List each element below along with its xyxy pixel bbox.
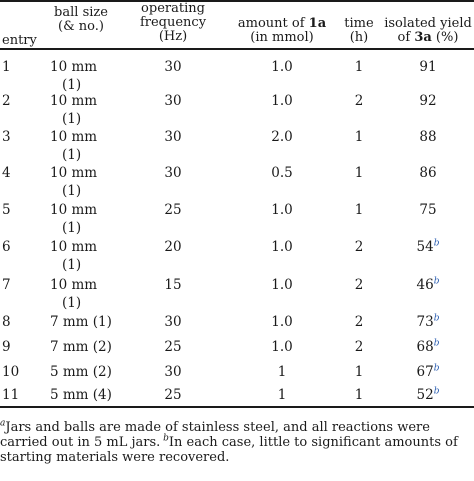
ball-size-line: (1) [62,111,82,127]
cell-time [336,166,382,181]
ball-size-line: 7 mm (2) [50,339,112,355]
cell-amount [228,365,336,380]
cell-yield [382,340,474,355]
value-yield: 52 [416,387,434,403]
value-time: 2 [354,93,364,109]
value-amount: 1.0 [271,93,293,109]
cell-time [336,365,382,380]
value-yield: 73 [416,314,434,330]
value-amount: 2.0 [271,129,293,145]
cell-amount [228,388,336,403]
value-freq: 25 [164,202,182,218]
header-amount-line: amount of 1a [237,16,327,31]
header-freq-line: operating [141,1,205,16]
value-amount: 1.0 [271,239,293,255]
value-freq: 25 [164,339,182,355]
value-yield: 54 [416,239,434,255]
value-entry: 9 [2,339,11,355]
ball-size-line: (1) [62,147,82,163]
value-freq: 20 [164,239,182,255]
value-time: 1 [354,59,364,75]
value-time: 1 [354,129,364,145]
cell-freq [118,94,228,109]
cell-yield [382,166,474,181]
cell-ball [50,60,112,93]
header-entry-line: entry [2,33,37,48]
value-freq: 30 [164,93,182,109]
footnote-a-text: Jars and balls are made of stainless steel, and all reactions were carried out in 5 mL jars. [0,420,430,450]
cell-ball [50,315,112,330]
header-yield-line: isolated yield [384,16,472,31]
value-entry: 7 [2,277,11,293]
cell-time [336,203,382,218]
cell-freq [118,315,228,330]
cell-yield [382,203,474,218]
value-amount: 1.0 [271,339,293,355]
header-amount-line: (in mmol) [250,30,314,45]
cell-entry [2,315,42,330]
cell-time [336,240,382,255]
footnote-b-marker: b [433,238,440,249]
value-entry: 4 [2,165,11,181]
footnote-b-marker: b [433,338,440,349]
cell-time [336,315,382,330]
cell-ball [50,130,112,163]
value-time: 1 [354,165,364,181]
value-entry: 6 [2,239,11,255]
cell-yield [382,240,474,255]
header-freq [118,2,228,44]
cell-ball [50,365,112,380]
footnote-b-marker: b [433,386,440,397]
cell-ball [50,340,112,355]
value-amount: 1 [277,387,287,403]
cell-freq [118,340,228,355]
cell-entry [2,365,42,380]
cell-yield [382,315,474,330]
cell-time [336,340,382,355]
cell-entry [2,240,42,255]
top-rule [0,0,474,2]
cell-ball [50,388,112,403]
value-amount: 1.0 [271,202,293,218]
value-yield: 86 [419,165,437,181]
cell-freq [118,166,228,181]
value-entry: 8 [2,314,11,330]
ball-size-line: (1) [62,220,82,236]
ball-size-line: (1) [62,295,82,311]
header-rule [0,48,474,50]
value-time: 1 [354,387,364,403]
footnote-b-marker: b [433,313,440,324]
header-ball-line: (& no.) [58,19,104,34]
value-entry: 11 [2,387,20,403]
cell-entry [2,60,42,75]
value-time: 2 [354,314,364,330]
cell-amount [228,130,336,145]
cell-yield [382,388,474,403]
cell-freq [118,60,228,75]
ball-size-line: (1) [62,183,82,199]
footnote-b-marker: b [433,276,440,287]
value-yield: 75 [419,202,437,218]
value-entry: 5 [2,202,11,218]
value-entry: 10 [2,364,20,380]
ball-size-line: 5 mm (4) [50,387,112,403]
ball-size-line: 10 mm [50,202,98,218]
value-freq: 30 [164,165,182,181]
cell-ball [50,203,112,236]
cell-amount [228,240,336,255]
cell-time [336,278,382,293]
ball-size-line: (1) [62,77,82,93]
cell-yield [382,60,474,75]
ball-size-line: 7 mm (1) [50,314,112,330]
value-entry: 3 [2,129,11,145]
cell-freq [118,388,228,403]
value-entry: 2 [2,93,11,109]
cell-entry [2,166,42,181]
value-time: 1 [354,364,364,380]
ball-size-line: 10 mm [50,93,98,109]
cell-yield [382,130,474,145]
value-entry: 1 [2,59,11,75]
cell-ball [50,240,112,273]
ball-size-line: 10 mm [50,165,98,181]
footnote-b-marker: b [433,363,440,374]
value-yield: 91 [419,59,437,75]
value-freq: 30 [164,364,182,380]
header-yield-line: of 3a (%) [397,30,459,45]
cell-ball [50,166,112,199]
value-freq: 25 [164,387,182,403]
header-ball-line: ball size [54,5,108,20]
value-yield: 67 [416,364,434,380]
header-time-line: (h) [349,30,369,45]
cell-entry [2,388,42,403]
value-yield: 92 [419,93,437,109]
cell-entry [2,203,42,218]
cell-freq [118,365,228,380]
cell-amount [228,203,336,218]
cell-time [336,388,382,403]
value-amount: 1 [277,364,287,380]
cell-amount [228,340,336,355]
value-yield: 88 [419,129,437,145]
cell-yield [382,278,474,293]
cell-amount [228,278,336,293]
value-amount: 1.0 [271,59,293,75]
value-time: 1 [354,202,364,218]
cell-yield [382,94,474,109]
value-time: 2 [354,339,364,355]
value-amount: 1.0 [271,277,293,293]
cell-amount [228,315,336,330]
ball-size-line: 10 mm [50,129,98,145]
footnote-a-marker: a [0,418,6,429]
value-amount: 0.5 [271,165,293,181]
header-entry [2,34,42,48]
cell-entry [2,94,42,109]
value-time: 2 [354,277,364,293]
cell-yield [382,365,474,380]
cell-ball [50,278,112,311]
ball-size-line: 10 mm [50,239,98,255]
header-ball [50,6,112,34]
cell-time [336,60,382,75]
footnote-a [0,420,474,465]
cell-time [336,94,382,109]
cell-entry [2,340,42,355]
header-time [336,17,382,45]
value-freq: 30 [164,314,182,330]
cell-entry [2,130,42,145]
header-freq-line: (Hz) [158,29,188,44]
value-freq: 30 [164,129,182,145]
header-yield [382,17,474,45]
cell-time [336,130,382,145]
header-time-line: time [344,16,374,31]
cell-freq [118,203,228,218]
value-yield: 46 [416,277,434,293]
ball-size-line: 5 mm (2) [50,364,112,380]
value-time: 2 [354,239,364,255]
header-amount [228,17,336,45]
cell-freq [118,278,228,293]
cell-amount [228,60,336,75]
ball-size-line: (1) [62,257,82,273]
cell-amount [228,94,336,109]
cell-freq [118,130,228,145]
value-freq: 15 [164,277,182,293]
cell-entry [2,278,42,293]
cell-ball [50,94,112,127]
value-amount: 1.0 [271,314,293,330]
value-freq: 30 [164,59,182,75]
footnote-b-text: In each case, little to significant amounts of starting materials were recovered. [0,435,458,465]
ball-size-line: 10 mm [50,59,98,75]
cell-freq [118,240,228,255]
ball-size-line: 10 mm [50,277,98,293]
cell-amount [228,166,336,181]
bottom-rule [0,406,474,408]
header-freq-line: frequency [139,15,207,30]
value-yield: 68 [416,339,434,355]
footnote-b-marker: b [160,433,169,444]
